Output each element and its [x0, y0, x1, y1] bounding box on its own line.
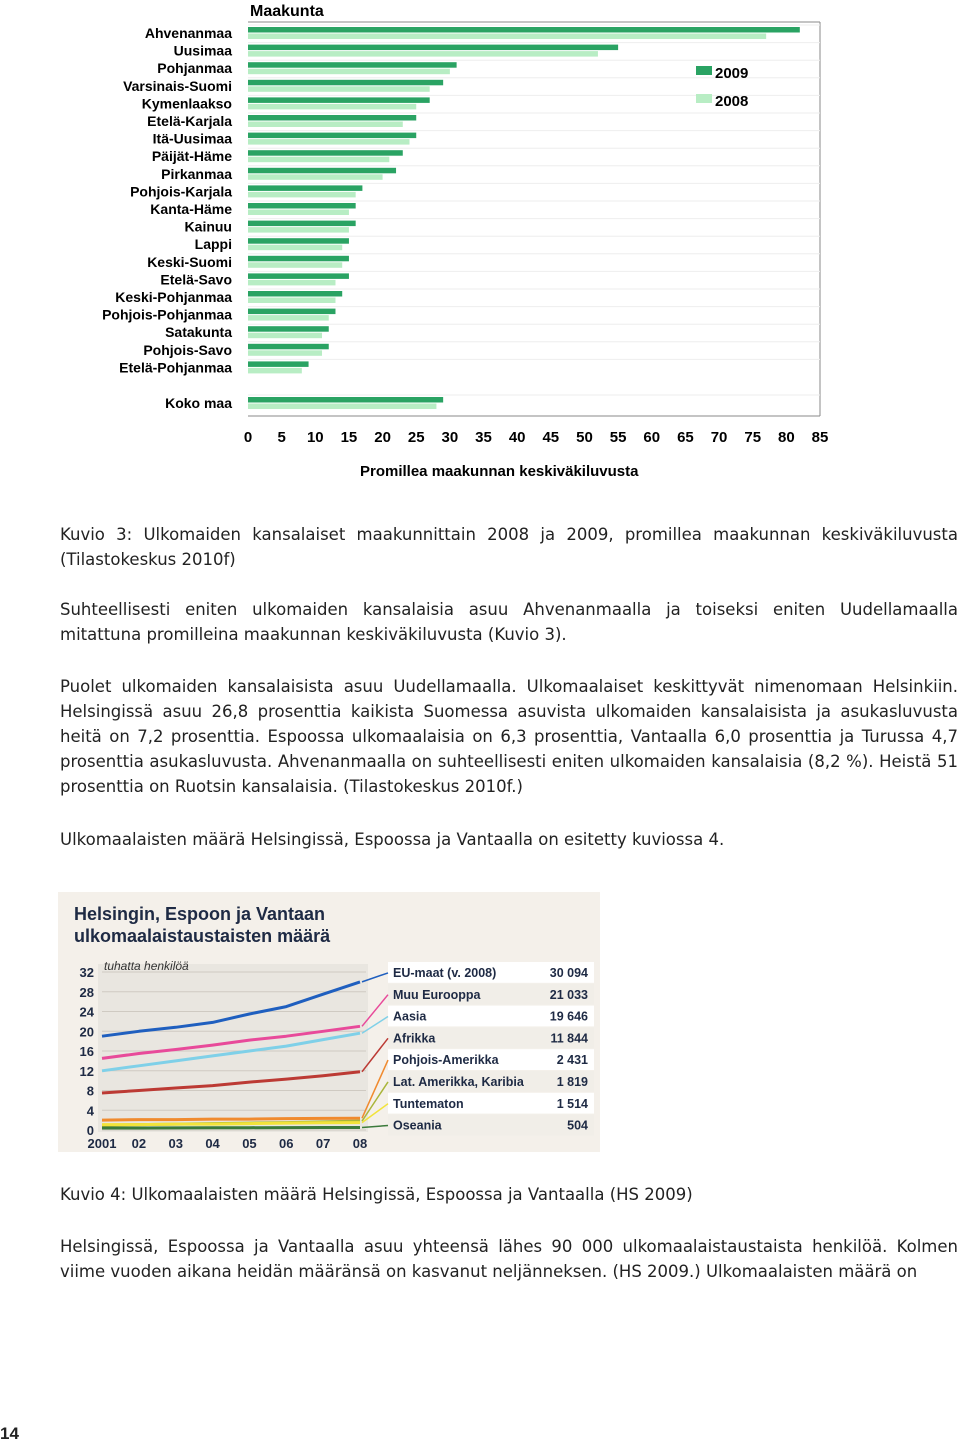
bar-2008	[248, 333, 322, 339]
bar-2009	[248, 256, 349, 261]
x-tick-label: 35	[475, 429, 492, 446]
legend-value: 504	[567, 1118, 588, 1133]
page-number: 14	[0, 1424, 19, 1443]
bar-2008	[248, 139, 410, 145]
bar-2009	[248, 326, 329, 332]
x-tick-label: 05	[242, 1136, 257, 1151]
bar-2009	[248, 397, 443, 403]
x-tick-label: 80	[778, 429, 795, 446]
x-tick-label: 40	[508, 429, 526, 446]
figure-3-bar-chart	[60, 0, 830, 490]
category-label: Lappi	[194, 236, 232, 253]
paragraph-1: Suhteellisesti eniten ulkomaiden kansalaisia asuu Ahvenanmaalla ja toiseksi eniten Uudellamaalla mitattuna promilleina maakunnan keskiväkiluvusta (Kuvio 3).	[60, 600, 958, 644]
category-label: Kainuu	[184, 218, 232, 235]
bar-2009	[248, 344, 329, 350]
bar-2009	[248, 361, 309, 367]
legend-value: 11 844	[550, 1031, 588, 1046]
category-label: Etelä-Karjala	[147, 113, 232, 129]
y-tick-label: 28	[79, 984, 94, 1000]
category-label: Keski-Suomi	[147, 253, 232, 270]
category-label: Itä-Uusimaa	[152, 130, 232, 147]
legend-label: Aasia	[393, 1009, 427, 1024]
bar-2008	[248, 298, 335, 304]
bar-2009	[248, 291, 342, 297]
bar-2009	[248, 168, 396, 174]
legend-label: Tuntematon	[393, 1096, 464, 1111]
category-label: Ahvenanmaa	[144, 25, 232, 41]
legend-label: Pohjois-Amerikka	[393, 1053, 499, 1068]
category-label: Satakunta	[165, 324, 232, 341]
category-label: Uusimaa	[173, 42, 232, 59]
bar-2008	[248, 104, 416, 110]
bar-2008	[248, 262, 342, 268]
x-tick-label: 06	[279, 1136, 294, 1151]
legend-value: 30 094	[549, 966, 588, 980]
x-tick-label: 2001	[87, 1136, 117, 1151]
bar-2009	[248, 150, 403, 156]
bar-2008	[248, 192, 356, 198]
bar-2008	[248, 280, 335, 286]
legend-value: 19 646	[549, 1009, 588, 1024]
x-tick-label: 07	[315, 1136, 331, 1151]
x-axis-label: Promillea maakunnan keskiväkiluvusta	[360, 463, 639, 480]
category-label: Etelä-Savo	[160, 271, 232, 288]
bar-2009	[248, 97, 430, 103]
unit-note: tuhatta henkilöä	[104, 959, 189, 973]
figure-4-line-chart	[58, 892, 600, 1152]
bar-2009	[248, 203, 356, 209]
category-label: Kanta-Häme	[150, 201, 232, 217]
category-label: Varsinais-Suomi	[123, 77, 232, 94]
legend-label: Afrikka	[393, 1031, 436, 1046]
chart-title: Maakunta	[250, 3, 324, 20]
bar-2008	[248, 315, 329, 321]
bar-2008	[248, 51, 598, 57]
x-tick-label: 08	[352, 1136, 368, 1151]
paragraph-3: Ulkomaalaisten määrä Helsingissä, Espoossa ja Vantaalla on esitetty kuviossa 4.	[60, 830, 725, 849]
bar-2009	[248, 133, 416, 139]
bar-2008	[248, 245, 342, 251]
figure-4-caption: Kuvio 4: Ulkomaalaisten määrä Helsingissä, Espoossa ja Vantaalla (HS 2009)	[60, 1185, 693, 1204]
category-label: Pohjois-Savo	[143, 341, 232, 358]
bar-2008	[248, 174, 383, 180]
x-tick-label: 70	[710, 429, 728, 446]
bar-2009	[248, 45, 618, 51]
bar-2009	[248, 221, 356, 227]
y-tick-label: 20	[79, 1024, 94, 1040]
chart-legend	[696, 65, 748, 110]
bar-2009	[248, 27, 800, 33]
bar-2009	[248, 80, 443, 86]
x-tick-label: 04	[205, 1136, 220, 1151]
legend-label: Oseania	[393, 1118, 442, 1133]
y-tick-label: 24	[79, 1004, 94, 1020]
x-tick-label: 85	[811, 429, 829, 446]
category-label: Kymenlaakso	[141, 95, 232, 112]
category-label: Pohjois-Pohjanmaa	[102, 306, 232, 323]
x-tick-label: 15	[340, 429, 358, 446]
series-line	[102, 1128, 360, 1129]
x-tick-label: 0	[243, 429, 253, 446]
legend-label: Lat. Amerikka, Karibia	[393, 1075, 524, 1089]
category-label: Pohjois-Karjala	[130, 183, 232, 200]
legend-label: Muu Eurooppa	[393, 987, 481, 1002]
bar-2008	[248, 86, 430, 92]
x-tick-label: 65	[677, 429, 694, 446]
chart-title-line-1: Helsingin, Espoon ja Vantaan	[74, 904, 326, 924]
y-tick-label: 4	[86, 1103, 94, 1119]
legend-label: EU-maat (v. 2008)	[393, 966, 497, 980]
bar-2009	[248, 273, 349, 279]
category-label: Pirkanmaa	[161, 165, 232, 182]
legend-value: 21 033	[549, 987, 588, 1002]
x-tick-label: 60	[643, 429, 661, 446]
x-tick-label: 10	[306, 429, 324, 446]
x-tick-label: 25	[407, 429, 425, 446]
bar-2008	[248, 34, 766, 40]
bar-2009	[248, 62, 457, 67]
bar-2009	[248, 185, 362, 191]
category-label: Etelä-Pohjanmaa	[119, 359, 232, 376]
x-tick-label: 75	[744, 429, 762, 446]
paragraph-2: Puolet ulkomaiden kansalaisista asuu Uudellamaalla. Ulkomaalaiset keskittyvät nimenomaan Helsinkiin. Helsingissä asuu 26,8 prosenttia kaikista Suomessa asuvista ulkomaiden kansalaisista ja asukasluvusta heitä on 7,2 prosenttia. Espoossa ulkomaalaisia on 6,3 prosenttia, Vantaalla 6,0 prosenttia ja Turussa 4,7 prosenttia asukasluvusta. Ahvenanmaalla on suhteellisesti eniten ulkomaiden kansalaisia (8,2 %). Heistä 51 prosenttia on Ruotsin kansalaisia. (Tilastokeskus 2010f.)	[60, 677, 958, 796]
bar-2008	[248, 404, 436, 410]
x-tick-label: 55	[609, 429, 627, 446]
bar-2008	[248, 157, 389, 163]
y-tick-label: 32	[79, 965, 94, 980]
x-tick-label: 30	[441, 429, 459, 446]
category-label: Päijät-Häme	[151, 148, 232, 165]
plot-area	[98, 964, 368, 1132]
legend-swatch-2009	[696, 66, 712, 75]
bar-2008	[248, 227, 349, 233]
bar-2008	[248, 210, 349, 216]
bar-2009	[248, 309, 335, 315]
x-tick-label: 5	[277, 429, 286, 446]
figure-3-caption: Kuvio 3: Ulkomaiden kansalaiset maakunnittain 2008 ja 2009, promillea maakunnan keskiväkiluvusta (Tilastokeskus 2010f)	[60, 525, 958, 569]
legend-value: 1 819	[556, 1075, 588, 1089]
bar-2009	[248, 115, 416, 121]
x-tick-label: 03	[168, 1136, 183, 1151]
y-tick-label: 8	[86, 1083, 94, 1099]
legend-swatch-2008	[696, 94, 712, 103]
chart-title-line-2: ulkomaalaistaustaisten määrä	[74, 926, 331, 946]
category-label: Pohjanmaa	[157, 60, 232, 77]
category-label: Keski-Pohjanmaa	[115, 289, 232, 305]
y-tick-label: 12	[79, 1063, 94, 1079]
series-line	[102, 1118, 360, 1120]
x-tick-label: 45	[542, 429, 560, 446]
legend-label-2009: 2009	[715, 65, 749, 82]
bar-2008	[248, 122, 403, 128]
bar-2008	[248, 69, 450, 75]
legend-value: 2 431	[556, 1053, 588, 1068]
y-tick-label: 0	[86, 1123, 94, 1138]
y-tick-label: 16	[79, 1044, 94, 1059]
x-tick-label: 50	[576, 429, 593, 446]
bar-2008	[248, 350, 322, 356]
legend-label-2008: 2008	[715, 93, 749, 110]
bar-2009	[248, 238, 349, 244]
bar-2008	[248, 368, 302, 374]
category-label: Koko maa	[165, 395, 232, 411]
paragraph-4: Helsingissä, Espoossa ja Vantaalla asuu yhteensä lähes 90 000 ulkomaalaistaustaista henkilöä. Kolmen viime vuoden aikana heidän määränsä on kasvanut neljänneksen. (HS 2009.) Ulkomaalaisten määrä on	[60, 1237, 958, 1281]
x-tick-label: 02	[131, 1136, 147, 1151]
legend-value: 1 514	[556, 1096, 588, 1111]
x-tick-label: 20	[374, 429, 391, 446]
